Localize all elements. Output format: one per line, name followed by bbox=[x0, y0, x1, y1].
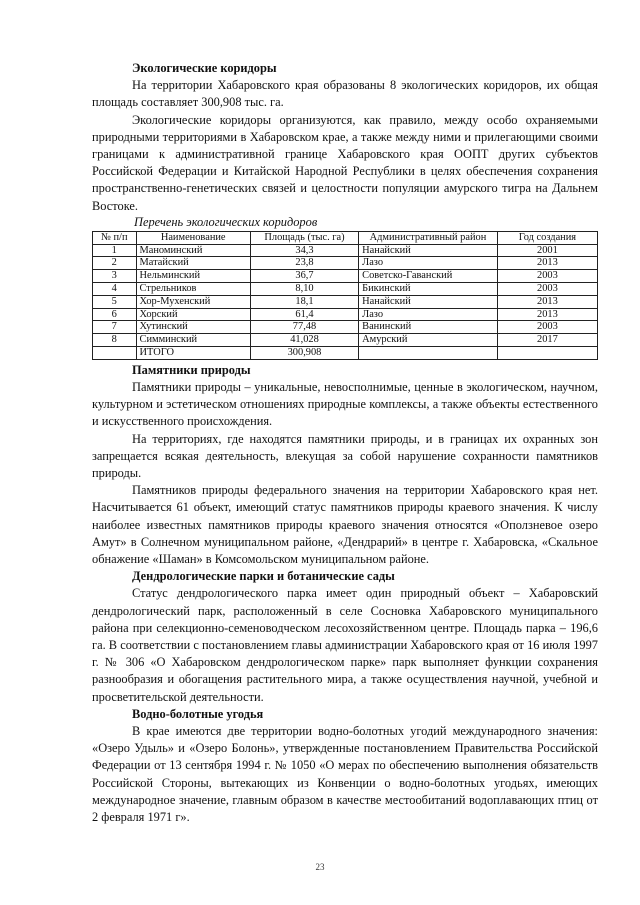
cell-area: 8,10 bbox=[250, 283, 358, 296]
total-area: 300,908 bbox=[250, 347, 358, 360]
table-header-row bbox=[93, 231, 598, 244]
cell-district: Ванинский bbox=[359, 321, 498, 334]
heading-wetlands: Водно-болотные угодья bbox=[132, 706, 264, 721]
table-row bbox=[93, 283, 598, 296]
cell-name: Хорский bbox=[136, 308, 250, 321]
cell-district: Нанайский bbox=[359, 244, 498, 257]
paragraph-monuments-definition: Памятники природы – уникальные, невосполнимые, ценные в экологическом, научном, культурном и эстетическом отношениях природные комплексы, а также объекты естественного и искусственного происхождения. bbox=[92, 380, 598, 429]
cell-number: 7 bbox=[93, 321, 137, 334]
cell-area: 34,3 bbox=[250, 244, 358, 257]
cell-name: Симминский bbox=[136, 334, 250, 347]
cell-area: 61,4 bbox=[250, 308, 358, 321]
cell-area: 77,48 bbox=[250, 321, 358, 334]
header-number: № п/п bbox=[93, 231, 137, 244]
cell-area: 36,7 bbox=[250, 270, 358, 283]
page-number: 23 bbox=[315, 862, 325, 872]
cell-district: Бикинский bbox=[359, 283, 498, 296]
table-row bbox=[93, 308, 598, 321]
cell-district: Лазо bbox=[359, 308, 498, 321]
heading-dendrological-parks: Дендрологические парки и ботанические сады bbox=[132, 569, 395, 584]
total-cell-year bbox=[497, 347, 597, 360]
cell-number: 8 bbox=[93, 334, 137, 347]
table-row bbox=[93, 257, 598, 270]
cell-name: Хор-Мухенский bbox=[136, 295, 250, 308]
cell-number: 4 bbox=[93, 283, 137, 296]
cell-name: Хутинский bbox=[136, 321, 250, 334]
total-cell-number bbox=[93, 347, 137, 360]
cell-number: 1 bbox=[93, 244, 137, 257]
cell-name: Матайский bbox=[136, 257, 250, 270]
cell-area: 18,1 bbox=[250, 295, 358, 308]
cell-year: 2003 bbox=[497, 321, 597, 334]
heading-ecological-corridors: Экологические коридоры bbox=[132, 61, 277, 75]
table-caption: Перечень экологических коридоров bbox=[134, 214, 318, 229]
table-row bbox=[93, 334, 598, 347]
cell-number: 2 bbox=[93, 257, 137, 270]
page-content bbox=[92, 60, 598, 826]
heading-natural-monuments: Памятники природы bbox=[132, 362, 251, 377]
cell-name: Стрельников bbox=[136, 283, 250, 296]
header-name: Наименование bbox=[136, 231, 250, 244]
header-area: Площадь (тыс. га) bbox=[250, 231, 358, 244]
total-cell-district bbox=[359, 347, 498, 360]
table-row bbox=[93, 244, 598, 257]
cell-district: Амурский bbox=[359, 334, 498, 347]
cell-area: 23,8 bbox=[250, 257, 358, 270]
cell-district: Советско-Гаванский bbox=[359, 270, 498, 283]
cell-year: 2017 bbox=[497, 334, 597, 347]
cell-name: Маноминский bbox=[136, 244, 250, 257]
paragraph-monuments-list: Памятников природы федерального значения на территории Хабаровского края нет. Насчитывается 61 объект, имеющий статус памятников природы краевого значения. К числу наиболее известных памятников природы краевого значения относятся «Оползневое озеро Амут» в Солнечном муниципальном районе, «Дендрарий» в центре г. Хабаровска, «Скальное обнажение «Шаман» в Комсомольском муниципальном районе. bbox=[92, 483, 598, 567]
header-district: Административный район bbox=[359, 231, 498, 244]
cell-year: 2013 bbox=[497, 295, 597, 308]
cell-year: 2013 bbox=[497, 257, 597, 270]
corridors-table bbox=[92, 231, 598, 360]
cell-year: 2001 bbox=[497, 244, 597, 257]
paragraph-dendropark: Статус дендрологического парка имеет один природный объект – Хабаровский дендрологический парк, расположенный в селе Сосновка Хабаровского муниципального района при селекционно-семеноводческом лесохозяйственном центре. Площадь парка – 196,6 га. В соответствии с постановлением главы администрации Хабаровского края от 16 июля 1997 г. № 306 «О Хабаровском дендрологическом парке» парк выполняет функции сохранения разнообразия и обогащения растительного мира, а также осуществления научной, учебной и просветительской деятельности. bbox=[92, 586, 598, 704]
cell-district: Лазо bbox=[359, 257, 498, 270]
cell-year: 2013 bbox=[497, 308, 597, 321]
table-row bbox=[93, 270, 598, 283]
header-year: Год создания bbox=[497, 231, 597, 244]
cell-district: Нанайский bbox=[359, 295, 498, 308]
cell-name: Нельминский bbox=[136, 270, 250, 283]
cell-year: 2003 bbox=[497, 283, 597, 296]
table-row bbox=[93, 295, 598, 308]
paragraph-corridors-area: На территории Хабаровского края образованы 8 экологических коридоров, их общая площадь составляет 300,908 тыс. га. bbox=[92, 78, 598, 110]
cell-area: 41,028 bbox=[250, 334, 358, 347]
paragraph-corridors-purpose: Экологические коридоры организуются, как правило, между особо охраняемыми природными территориями в Хабаровском крае, а также между ними и прилегающими своими границами к административной границе Хабаровского края ООПТ других субъектов Российской Федерации и Китайской Народной Республики в целях обеспечения сохранения пространственно-генетических связей и целостности популяции амурского тигра на Дальнем Востоке. bbox=[92, 112, 598, 213]
paragraph-monuments-restrictions: На территориях, где находятся памятники природы, и в границах их охранных зон запрещается всякая деятельность, влекущая за собой нарушение сохранности памятников природы. bbox=[92, 431, 598, 481]
table-total-row bbox=[93, 347, 598, 360]
cell-number: 5 bbox=[93, 295, 137, 308]
cell-year: 2003 bbox=[497, 270, 597, 283]
cell-number: 6 bbox=[93, 308, 137, 321]
total-label: ИТОГО bbox=[136, 347, 250, 360]
cell-number: 3 bbox=[93, 270, 137, 283]
table-row bbox=[93, 321, 598, 334]
paragraph-wetlands: В крае имеются две территории водно-болотных угодий международного значения: «Озеро Удыль» и «Озеро Болонь», утвержденные постановлением Правительства Российской Федерации от 13 сентября 1994 г. № 1050 «О мерах по обеспечению выполнения обязательств Российской Стороны, вытекающих из Конвенции о водно-болотных угодьях, имеющих международное значение, главным образом в качестве местообитаний водоплавающих птиц от 2 февраля 1971 г». bbox=[92, 724, 598, 825]
